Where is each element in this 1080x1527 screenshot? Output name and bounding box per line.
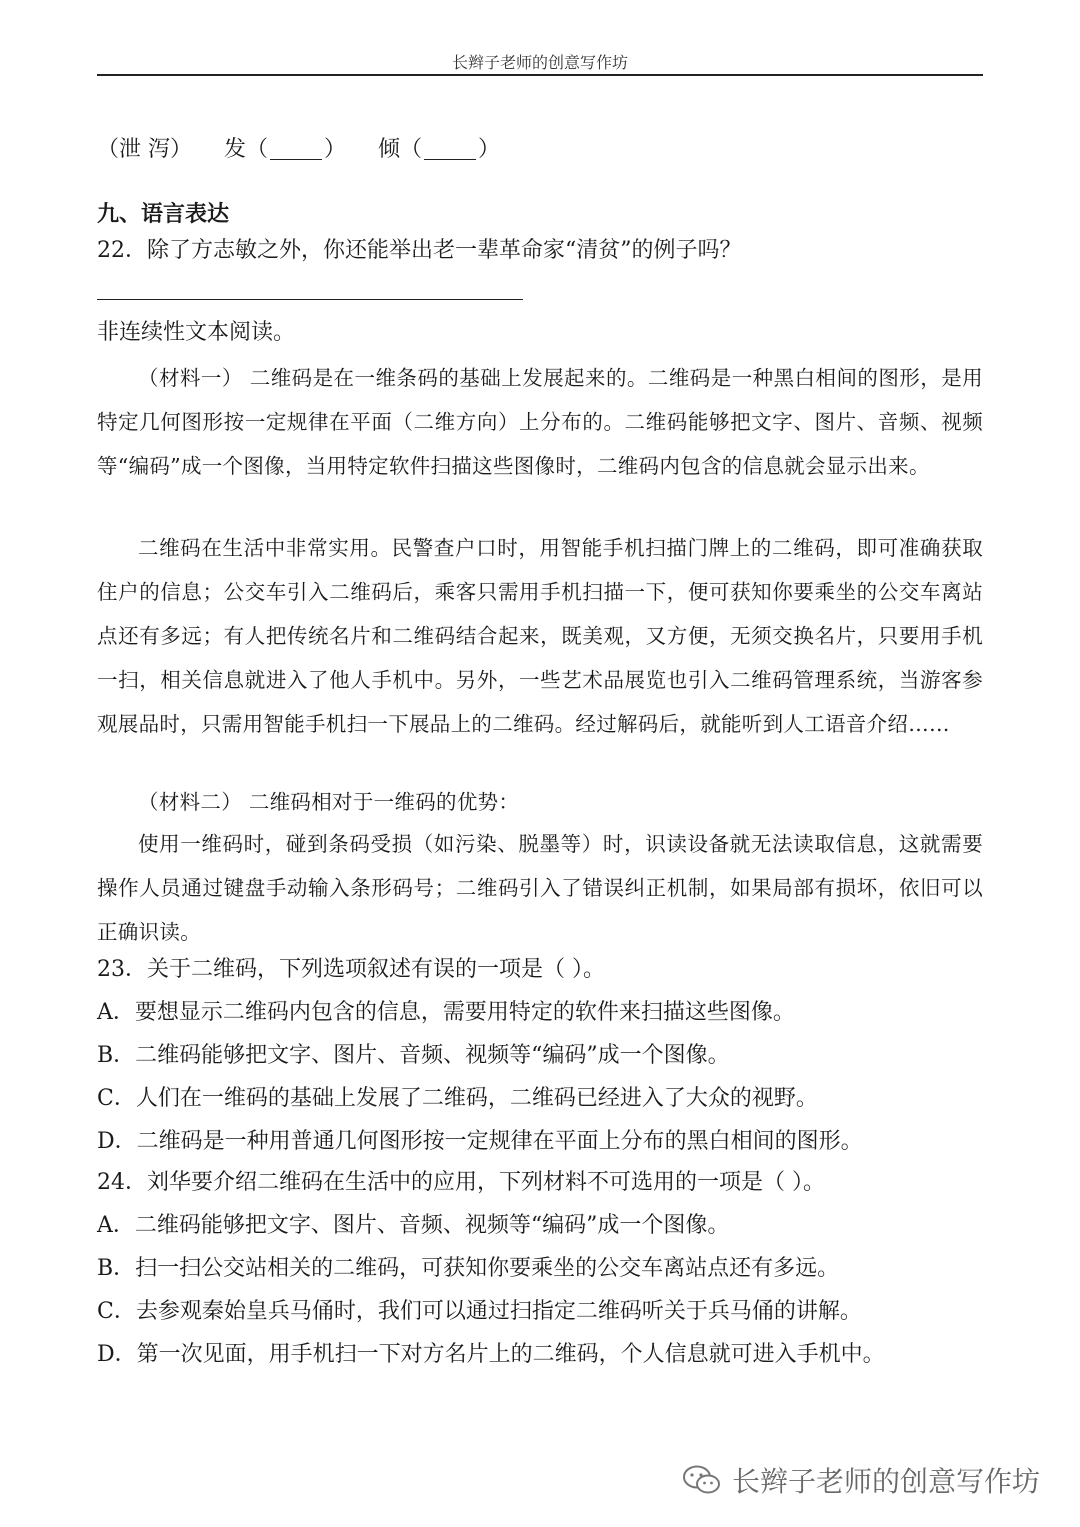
footer-watermark-text: 长辫子老师的创意写作坊 <box>731 1465 1040 1498</box>
q24-option-b: B．扫一扫公交站相关的二维码，可获知你要乘坐的公交车离站点还有多远。 <box>97 1256 840 1281</box>
antonym-item-1-prefix: 发（ <box>224 137 269 162</box>
answer-line-22[interactable] <box>97 299 523 300</box>
q23-option-d: D．二维码是一种用普通几何图形按一定规律在平面上分布的黑白相间的图形。 <box>97 1129 863 1154</box>
question-22: 22．除了方志敏之外，你还能举出老一辈革命家“清贫”的例子吗？ <box>97 238 742 263</box>
material-2-title: （材料二） 二维码相对于一维码的优势： <box>138 790 520 814</box>
question-23-stem: 23．关于二维码，下列选项叙述有误的一项是（ ）。 <box>97 957 605 982</box>
antonym-blank-2[interactable] <box>424 137 476 160</box>
reading-title: 非连续性文本阅读。 <box>97 320 296 345</box>
material-2-paragraph: 使用一维码时，碰到条码受损（如污染、脱墨等）时，识读设备就无法读取信息，这就需要操作人员通过键盘手动输入条形码号；二维码引入了错误纠正机制，如果局部有损坏，依旧可以正确识读。 <box>97 832 983 944</box>
section-heading: 九、语言表达 <box>97 202 230 227</box>
header-rule <box>97 74 983 76</box>
antonym-given: （泄 泻） <box>97 137 192 162</box>
q24-option-c: C．去参观秦始皇兵马俑时，我们可以通过扫指定二维码听关于兵马俑的讲解。 <box>97 1299 862 1324</box>
footer-watermark <box>682 1460 1040 1500</box>
antonym-row <box>97 135 500 165</box>
material-1-paragraph-1: （材料一） 二维码是在一维条码的基础上发展起来的。二维码是一种黑白相间的图形，是用特定几何图形按一定规律在平面（二维方向）上分布的。二维码能够把文字、图片、音频、视频等“编码”成一个图像，当用特定软件扫描这些图像时，二维码内包含的信息就会显示出来。 <box>97 366 983 478</box>
antonym-item-2-prefix: 倾（ <box>378 137 423 162</box>
question-24-stem: 24．刘华要介绍二维码在生活中的应用，下列材料不可选用的一项是（ ）。 <box>97 1170 825 1195</box>
antonym-item-1-suffix: ） <box>324 137 347 162</box>
material-1-paragraph-2: 二维码在生活中非常实用。民警查户口时，用智能手机扫描门牌上的二维码，即可准确获取住户的信息；公交车引入二维码后，乘客只需用手机扫描一下，便可获知你要乘坐的公交车离站点还有多远；有人把传统名片和二维码结合起来，既美观，又方便，无须交换名片，只要用手机一扫，相关信息就进入了他人手机中。另外，一些艺术品展览也引入二维码管理系统，当游客参观展品时，只需用智能手机扫一下展品上的二维码。经过解码后，就能听到人工语音介绍…… <box>97 536 983 736</box>
antonym-blank-1[interactable] <box>270 137 322 160</box>
page-header: 长辫子老师的创意写作坊 <box>451 53 628 72</box>
q23-option-c: C．人们在一维码的基础上发展了二维码，二维码已经进入了大众的视野。 <box>97 1086 818 1111</box>
wechat-icon <box>682 1464 722 1496</box>
q23-option-b: B．二维码能够把文字、图片、音频、视频等“编码”成一个图像。 <box>97 1043 730 1068</box>
q23-option-a: A．要想显示二维码内包含的信息，需要用特定的软件来扫描这些图像。 <box>97 1000 795 1025</box>
antonym-item-2-suffix: ） <box>478 137 501 162</box>
q24-option-a: A．二维码能够把文字、图片、音频、视频等“编码”成一个图像。 <box>97 1213 730 1238</box>
q24-option-d: D．第一次见面，用手机扫一下对方名片上的二维码，个人信息就可进入手机中。 <box>97 1342 885 1367</box>
